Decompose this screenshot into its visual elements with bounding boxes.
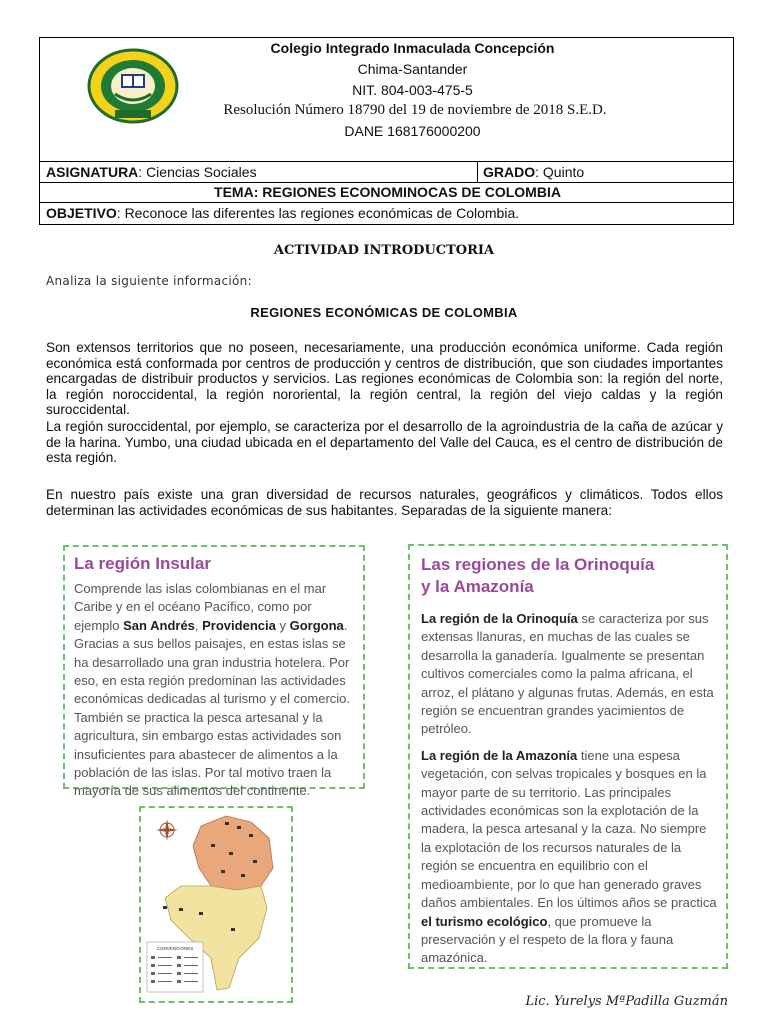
divider bbox=[40, 202, 733, 203]
amazonia-text-2: , que promueve la preservación y el respeto de la flora y fauna amazónica. bbox=[421, 913, 674, 966]
dane-code: DANE 168176000200 bbox=[344, 123, 481, 139]
orinoquia-text-1: se caracteriza por sus extensas llanuras, en muchas de las cuales se desarrolla la ganadería. Igualmente se presentan cultivos comerciales como la palma africana, el arroz, el plátano y algunas frutas. Además, en esta región se encuentran grandes yacimientos de petróleo. bbox=[421, 611, 714, 737]
amazonia-bold-2: el turismo ecológico bbox=[421, 913, 548, 929]
orinoquia-text bbox=[421, 610, 720, 739]
orinoquia-amazonia-box bbox=[408, 544, 728, 969]
paragraph-2: La región suroccidental, por ejemplo, se caracteriza por el desarrollo de la agroindustria de la caña de azúcar y de la harina. Yumbo, una ciudad ubicada en el departamento del Valle del Cauca, es el centro de distribución de esta región. bbox=[46, 419, 723, 466]
section-title: REGIONES ECONÓMICAS DE COLOMBIA bbox=[250, 305, 518, 320]
insular-text-1: Comprende las islas colombianas en el mar Caribe y en el océano Pacífico, como por ejemplo bbox=[74, 581, 327, 633]
school-city: Chima-Santander bbox=[357, 61, 468, 77]
subject-field bbox=[46, 163, 257, 181]
insular-bold-2: Providencia bbox=[202, 617, 276, 633]
insular-bold-3: Gorgona bbox=[289, 617, 344, 633]
paragraph-3: En nuestro país existe una gran diversidad de recursos naturales, geográficos y climáticos. Todos ellos determinan las actividades económicas de sus habitantes. Separadas de la siguiente manera: bbox=[46, 487, 723, 518]
colombia-map bbox=[141, 808, 291, 1001]
paragraph-1: Son extensos territorios que no poseen, necesariamente, una producción económica uniforme. Cada región económica está conformada por centros de producción y centros de distribución, que son ciudades importantes encargadas de distribuir productos y servicios. Las regiones económicas de Colombia son: la región del norte, la región noroccidental, la región nororiental, la región central, la región del viejo caldas y la región suroccidental. bbox=[46, 340, 723, 418]
instruction: Analiza la siguiente información: bbox=[46, 274, 252, 288]
amazonia-bold-1: La región de la Amazonía bbox=[421, 747, 578, 763]
grade-label: GRADO bbox=[483, 164, 536, 180]
divider bbox=[477, 162, 478, 182]
objective-field bbox=[46, 204, 519, 222]
insular-text-4: . Gracias a sus bellos paisajes, en estas islas se ha desarrollado una gran industria hotelera. Por eso, en esta región predominan las actividades económicas dedicadas al turismo y el comercio. También se practica la pesca artesanal y la agricultura, sin embargo estas actividades son insuficientes para abastecer de alimentos a la población de las islas. Por tal motivo traen la mayoría de sus alimentos del continente. bbox=[74, 617, 351, 799]
divider bbox=[40, 161, 733, 162]
objective-label: OBJETIVO bbox=[46, 205, 117, 221]
teacher-signature: Lic. Yurelys MªPadilla Guzmán bbox=[525, 994, 728, 1009]
amazonia-text bbox=[421, 747, 720, 968]
insular-text bbox=[74, 580, 355, 801]
orinoquia-title-1: Las regiones de la Orinoquía bbox=[421, 555, 655, 574]
insular-text-2: , bbox=[194, 617, 203, 633]
insular-title: La región Insular bbox=[74, 554, 211, 573]
map-legend bbox=[147, 942, 203, 992]
orinoquia-bold-1: La región de la Orinoquía bbox=[421, 611, 578, 626]
activity-title: ACTIVIDAD INTRODUCTORIA bbox=[273, 243, 495, 258]
subject-value: : Ciencias Sociales bbox=[138, 164, 257, 180]
theme: TEMA: REGIONES ECONOMINOCAS DE COLOMBIA bbox=[214, 184, 561, 200]
school-name: Colegio Integrado Inmaculada Concepción bbox=[270, 40, 555, 56]
amazonia-text-1: tiene una espesa vegetación, con selvas tropicales y bosques en la mayor parte de su territorio. Las principales actividades económicas son la explotación de la madera, la pesca artesanal y la caza. No siempre la explotación de los recursos naturales de la región se encuentra en equilibrio con el medioambiente, por lo que han generado graves daños ambientales. En los últimos años se practica bbox=[421, 747, 717, 911]
insular-text-3: y bbox=[275, 617, 290, 633]
objective-value: : Reconoce las diferentes las regiones económicas de Colombia. bbox=[116, 205, 520, 221]
insular-bold-1: San Andrés bbox=[123, 617, 195, 633]
insular-box bbox=[63, 545, 365, 799]
orinoquia-title-2: y la Amazonía bbox=[421, 577, 534, 596]
map-box bbox=[139, 806, 293, 1003]
grade-field bbox=[483, 163, 584, 181]
school-nit: NIT. 804-003-475-5 bbox=[352, 82, 473, 98]
legend-title: CONVENCIONES bbox=[156, 946, 194, 951]
header-table bbox=[39, 37, 734, 225]
subject-label: ASIGNATURA bbox=[46, 164, 139, 180]
resolution: Resolución Número 18790 del 19 de noviembre de 2018 S.E.D. bbox=[223, 102, 607, 118]
grade-value: : Quinto bbox=[535, 164, 585, 180]
